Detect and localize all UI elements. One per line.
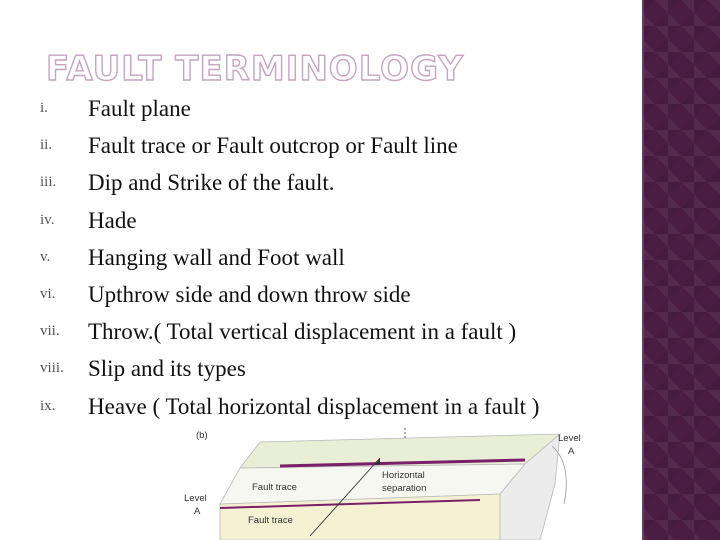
list-item — [40, 317, 600, 354]
fault-diagram — [180, 424, 620, 540]
list-text: Hade — [88, 207, 137, 233]
list-text: Upthrow side and down throw side — [88, 281, 411, 307]
decorative-side-panel — [642, 0, 720, 540]
list-number: iii. — [40, 174, 57, 191]
list-number: i. — [40, 100, 48, 116]
list-item — [40, 354, 600, 391]
list-item — [40, 280, 600, 317]
side-panel-edge — [642, 0, 644, 540]
list-number: vii. — [40, 323, 60, 340]
horizontal-separation-label: Horizontal — [382, 470, 425, 481]
terminology-list — [40, 94, 600, 452]
list-item — [40, 168, 600, 205]
level-a-right-label: Level — [558, 433, 581, 444]
list-text: Dip and Strike of the fault. — [88, 170, 335, 196]
panel-label: (b) — [196, 430, 208, 441]
list-item — [40, 94, 600, 131]
slide-title: FAULT TERMINOLOGY — [46, 49, 464, 89]
level-a-right-sub: A — [568, 446, 575, 457]
lower-fault-trace-label: Fault trace — [248, 515, 293, 526]
list-text: Slip and its types — [88, 356, 246, 382]
list-item — [40, 243, 600, 280]
list-text: Fault trace or Fault outcrop or Fault line — [88, 133, 458, 159]
level-a-left-sub: A — [194, 506, 201, 517]
list-item — [40, 206, 600, 243]
list-number: ii. — [40, 137, 53, 154]
list-number: iv. — [40, 211, 55, 228]
level-a-left-label: Level — [184, 493, 207, 504]
list-text: Hanging wall and Foot wall — [88, 244, 345, 270]
upper-fault-trace-label: Fault trace — [252, 482, 297, 493]
horizontal-separation-label-2: separation — [382, 483, 427, 494]
list-item — [40, 131, 600, 168]
list-number: viii. — [40, 360, 64, 377]
list-number: v. — [40, 248, 51, 265]
list-number: vi. — [40, 285, 56, 302]
list-text: Throw.( Total vertical displacement in a fault ) — [88, 319, 517, 345]
list-number: ix. — [40, 397, 56, 414]
list-text: Fault plane — [88, 96, 191, 121]
list-text: Heave ( Total horizontal displacement in a fault ) — [88, 393, 540, 419]
